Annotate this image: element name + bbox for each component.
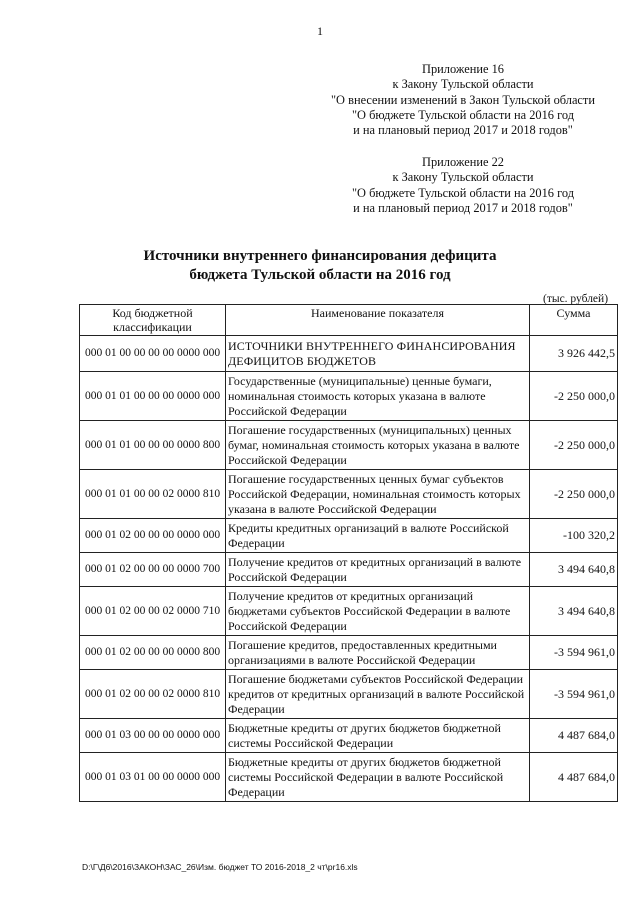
- row-name: Бюджетные кредиты от других бюджетов бюджетной системы Российской Федерации в валюте Российской Федерации: [226, 753, 530, 802]
- row-sum: -2 250 000,0: [530, 372, 618, 421]
- row-sum: 4 487 684,0: [530, 719, 618, 753]
- appendix-line: и на плановый период 2017 и 2018 годов": [353, 200, 573, 215]
- row-name: Погашение государственных ценных бумаг субъектов Российской Федерации, номинальная стоимость которых указана в валюте Российской Федерации: [226, 470, 530, 519]
- table-row: [80, 336, 618, 372]
- row-code: 000 01 01 00 00 02 0000 810: [80, 470, 226, 519]
- row-name: Бюджетные кредиты от других бюджетов бюджетной системы Российской Федерации: [226, 719, 530, 753]
- financing-sources-table: [79, 304, 618, 802]
- appendix-line: к Закону Тульской области: [392, 77, 534, 92]
- units-label: (тыс. рублей): [543, 293, 609, 305]
- table-row: [80, 587, 618, 636]
- row-sum: 3 494 640,8: [530, 587, 618, 636]
- row-name: Погашение государственных (муниципальных) ценных бумаг, номинальная стоимость которых указана в валюте Российской Федерации: [226, 421, 530, 470]
- row-sum: -3 594 961,0: [530, 636, 618, 670]
- table-row: [80, 719, 618, 753]
- row-code: 000 01 02 00 00 00 0000 000: [80, 519, 226, 553]
- document-title: [0, 247, 640, 285]
- appendix-line: "О бюджете Тульской области на 2016 год: [351, 185, 575, 200]
- title-line-1: Источники внутреннего финансирования дефицита: [143, 248, 497, 264]
- row-sum: 4 487 684,0: [530, 753, 618, 802]
- row-sum: -2 250 000,0: [530, 421, 618, 470]
- row-sum: 3 494 640,8: [530, 553, 618, 587]
- row-sum: 3 926 442,5: [530, 336, 618, 372]
- row-name: Кредиты кредитных организаций в валюте Российской Федерации: [226, 519, 530, 553]
- table-row: [80, 670, 618, 719]
- table-row: [80, 372, 618, 421]
- row-name: Государственные (муниципальные) ценные бумаги, номинальная стоимость которых указана в валюте Российской Федерации: [226, 372, 530, 421]
- header-name: Наименование показателя: [226, 305, 530, 336]
- row-sum: -100 320,2: [530, 519, 618, 553]
- header-code: Код бюджетной классификации: [80, 305, 226, 336]
- table-row: [80, 470, 618, 519]
- row-name: Погашение кредитов, предоставленных кредитными организациями в валюте Российской Федерации: [226, 636, 530, 670]
- appendix-line: Приложение 22: [422, 155, 504, 169]
- table-row: [80, 753, 618, 802]
- row-sum: -2 250 000,0: [530, 470, 618, 519]
- row-sum: -3 594 961,0: [530, 670, 618, 719]
- row-code: 000 01 02 00 00 02 0000 710: [80, 587, 226, 636]
- table-row: [80, 421, 618, 470]
- row-name: Получение кредитов от кредитных организаций в валюте Российской Федерации: [226, 553, 530, 587]
- row-code: 000 01 02 00 00 02 0000 810: [80, 670, 226, 719]
- appendix-line: к Закону Тульской области: [392, 170, 534, 185]
- table-row: [80, 519, 618, 553]
- row-name: ИСТОЧНИКИ ВНУТРЕННЕГО ФИНАНСИРОВАНИЯ ДЕФИЦИТОВ БЮДЖЕТОВ: [226, 336, 530, 372]
- row-code: 000 01 02 00 00 00 0000 700: [80, 553, 226, 587]
- row-code: 000 01 03 00 00 00 0000 000: [80, 719, 226, 753]
- appendix-16-header: [318, 62, 608, 138]
- row-name: Погашение бюджетами субъектов Российской Федерации кредитов от кредитных организаций в валюте Российской Федерации: [226, 670, 530, 719]
- row-name: Получение кредитов от кредитных организаций бюджетами субъектов Российской Федерации в валюте Российской Федерации: [226, 587, 530, 636]
- appendix-line: "О внесении изменений в Закон Тульской области: [331, 92, 595, 107]
- header-sum: Сумма: [530, 305, 618, 336]
- row-code: 000 01 02 00 00 00 0000 800: [80, 636, 226, 670]
- appendix-line: "О бюджете Тульской области на 2016 год: [351, 107, 575, 122]
- page-number: 1: [317, 24, 323, 38]
- financing-sources-table-wrap: [79, 304, 618, 802]
- row-code: 000 01 01 00 00 00 0000 000: [80, 372, 226, 421]
- title-line-2: бюджета Тульской области на 2016 год: [189, 267, 451, 283]
- appendix-line: Приложение 16: [422, 62, 504, 76]
- appendix-line: и на плановый период 2017 и 2018 годов": [353, 123, 573, 138]
- row-code: 000 01 03 01 00 00 0000 000: [80, 753, 226, 802]
- row-code: 000 01 00 00 00 00 0000 000: [80, 336, 226, 372]
- table-row: [80, 636, 618, 670]
- file-path-footer: D:\Г\Д6\2016\ЗАКОН\ЗАС_26\Изм. бюджет ТО 2016-2018_2 чт\pr16.xls: [82, 862, 358, 872]
- table-row: [80, 553, 618, 587]
- row-code: 000 01 01 00 00 00 0000 800: [80, 421, 226, 470]
- appendix-22-header: [318, 155, 608, 216]
- table-header-row: [80, 305, 618, 336]
